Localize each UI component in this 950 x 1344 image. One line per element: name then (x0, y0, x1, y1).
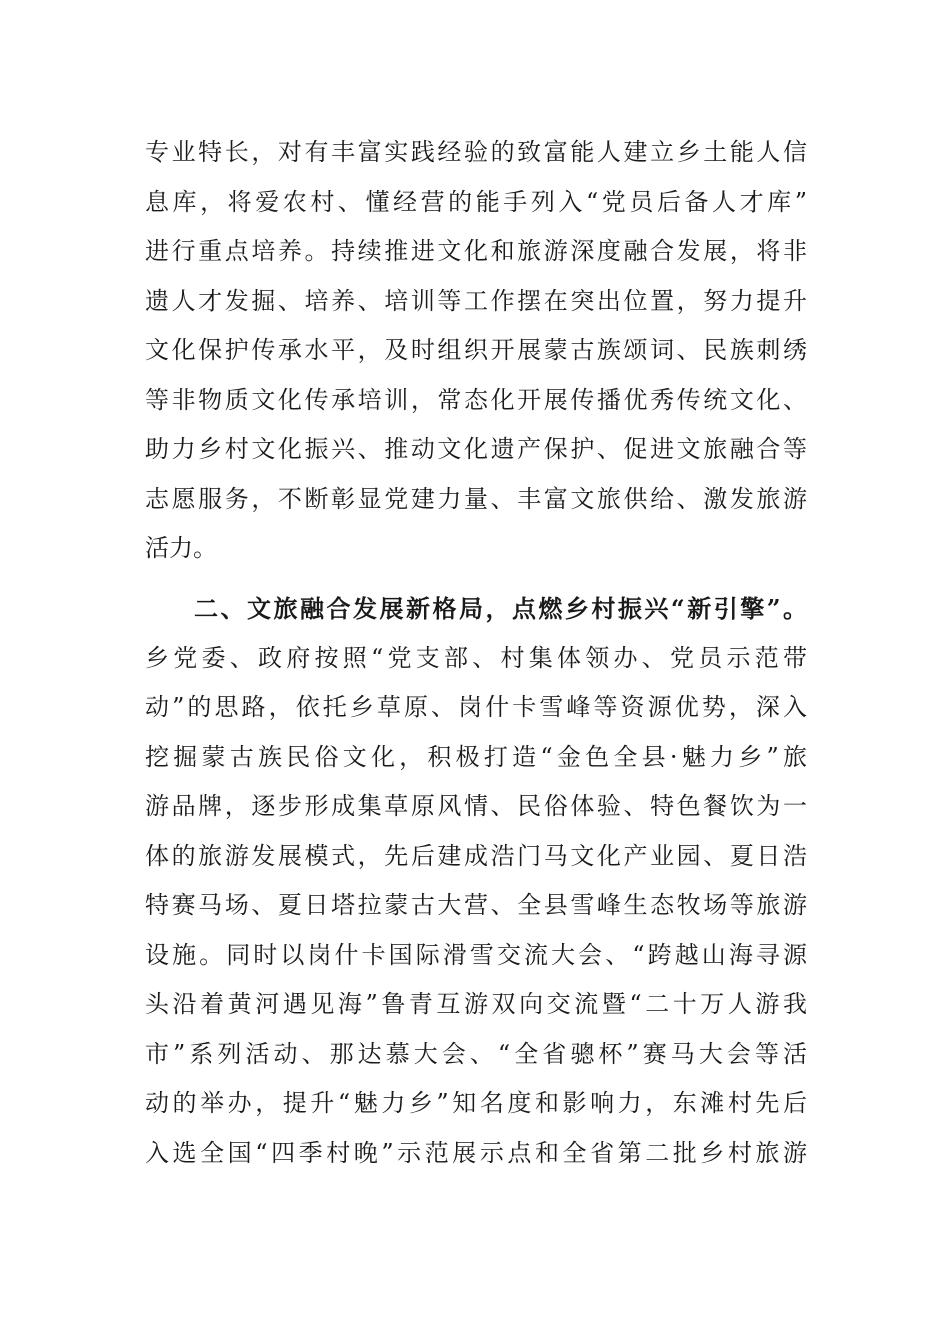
paragraph-line: 动的举办，提升“魅力乡”知名度和影响力，东滩村先后 (145, 1089, 807, 1117)
paragraph-line: 入选全国“四季村晚”示范展示点和全省第二批乡村旅游 (145, 1138, 807, 1167)
paragraph-line: 头沿着黄河遇见海”鲁青互游双向交流暨“二十万人游我 (145, 990, 807, 1018)
paragraph-line: 专业特长，对有丰富实践经验的致富能人建立乡土能人信 (145, 138, 807, 166)
paragraph-line: 挖掘蒙古族民俗文化，积极打造“金色全县·魅力乡”旅 (145, 742, 807, 771)
paragraph-line: 特赛马场、夏日塔拉蒙古大营、全县雪峰生态牧场等旅游 (145, 891, 807, 919)
paragraph-line: 体的旅游发展模式，先后建成浩门马文化产业园、夏日浩 (145, 841, 807, 870)
paragraph-line: 息库，将爱农村、懂经营的能手列入“党员后备人才库” (145, 187, 807, 216)
paragraph-line: 活力。 (145, 534, 217, 562)
paragraph-line: 等非物质文化传承培训，常态化开展传播优秀传统文化、 (145, 385, 807, 414)
section-tourism-integration (145, 584, 807, 1178)
paragraph-line: 志愿服务，不断彰显党建力量、丰富文旅供给、激发旅游 (145, 484, 807, 513)
paragraph-line: 设施。同时以岗什卡国际滑雪交流大会、“跨越山海寻源 (145, 940, 807, 969)
paragraph-line: 动”的思路，依托乡草原、岗什卡雪峰等资源优势，深入 (145, 693, 807, 721)
paragraph-line: 助力乡村文化振兴、推动文化遗产保护、促进文旅融合等 (145, 435, 807, 463)
paragraph-line: 游品牌，逐步形成集草原风情、民俗体验、特色餐饮为一 (145, 792, 807, 820)
paragraph-line: 乡党委、政府按照“党支部、村集体领办、党员示范带 (145, 643, 807, 672)
paragraph-line: 市”系列活动、那达慕大会、“全省骢杯”赛马大会等活 (145, 1039, 807, 1068)
section-heading: 二、文旅融合发展新格局，点燃乡村振兴“新引擎”。 (194, 594, 807, 623)
paragraph-line: 遗人才发掘、培养、培训等工作摆在突出位置，努力提升 (145, 286, 807, 315)
paragraph-line: 文化保护传承水平，及时组织开展蒙古族颂词、民族刺绣 (145, 336, 807, 364)
paragraph-line: 进行重点培养。持续推进文化和旅游深度融合发展，将非 (145, 237, 807, 265)
paragraph-talent-and-culture (145, 128, 807, 574)
